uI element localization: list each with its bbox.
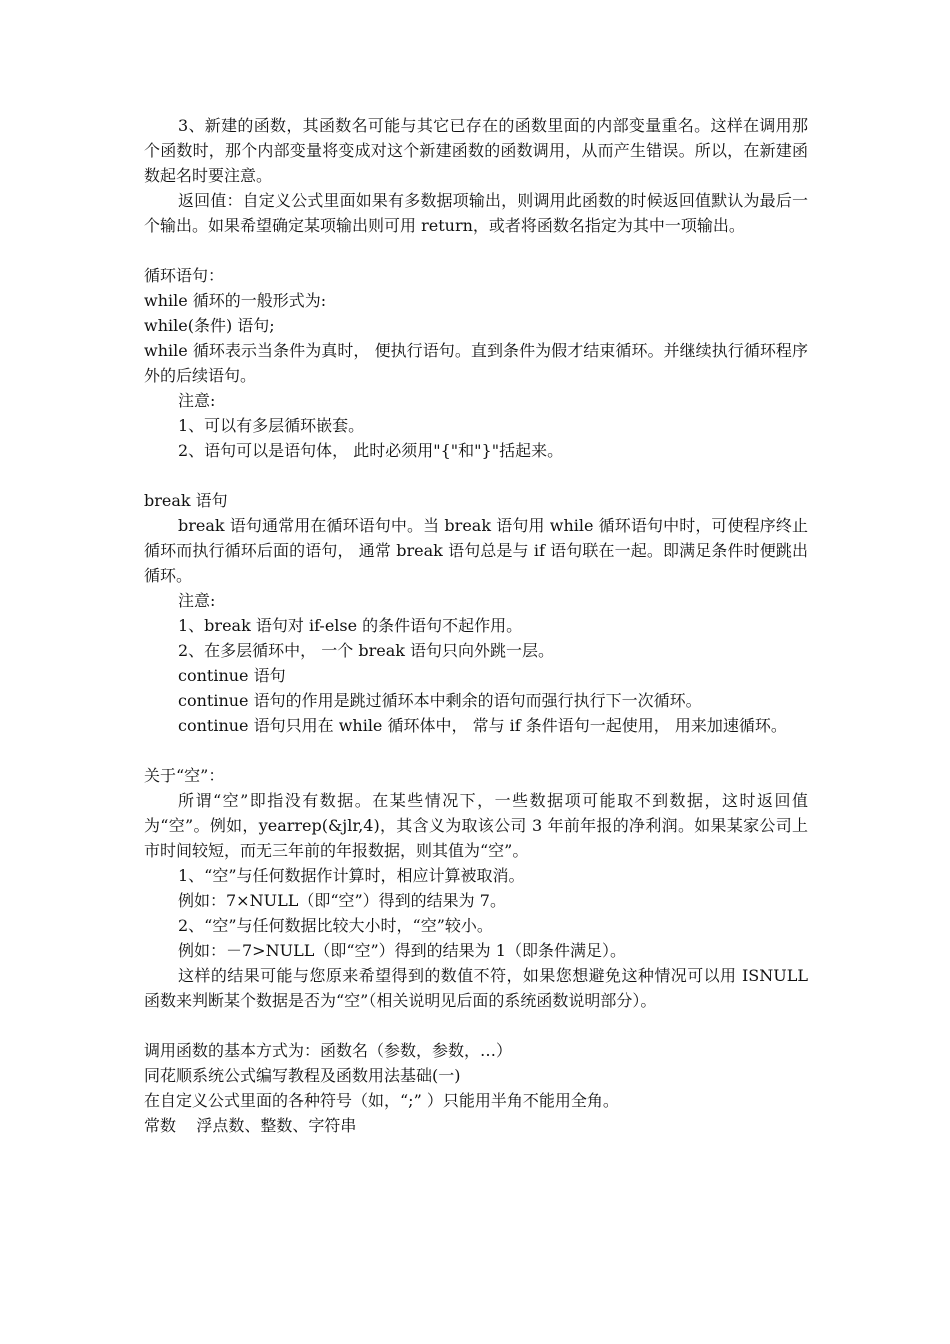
- heading-continue-statement: continue 语句: [178, 666, 286, 685]
- paragraph-note-nesting: 1、可以有多层循环嵌套。: [178, 416, 365, 435]
- blank-line: [144, 1013, 808, 1038]
- paragraph-while-description: while 循环表示当条件为真时， 便执行语句。直到条件为假才结束循环。并继续执行循环程序外的后续语句。: [144, 341, 808, 385]
- paragraph-null-calc: 1、“空”与任何数据作计算时，相应计算被取消。: [178, 866, 525, 885]
- document-body: [144, 113, 808, 1138]
- paragraph-note-label: 注意:: [178, 391, 216, 410]
- paragraph-continue-usage: continue 语句只用在 while 循环体中， 常与 if 条件语句一起使用， 用来加速循环。: [178, 716, 787, 735]
- paragraph-null-compare-example: 例如：－7>NULL（即“空”）得到的结果为 1（即条件满足）。: [178, 941, 626, 960]
- paragraph-while-syntax: while(条件) 语句;: [144, 316, 275, 335]
- paragraph-null-calc-example: 例如：7×NULL（即“空”）得到的结果为 7。: [178, 891, 506, 910]
- paragraph-break-description: break 语句通常用在循环语句中。当 break 语句用 while 循环语句中时，可使程序终止循环而执行循环后面的语句， 通常 break 语句总是与 if 语句联在一起。即满足条件时便跳出循环。: [144, 516, 808, 585]
- blank-line: [144, 463, 808, 488]
- paragraph-null-definition: 所谓“空”即指没有数据。在某些情况下，一些数据项可能取不到数据，这时返回值为“空”。例如，yearrep(&jlr,4)，其含义为取该公司 3 年前年报的净利润。如果某家公司上市时间较短，而无三年前的年报数据，则其值为“空”。: [144, 791, 808, 860]
- heading-loop-statement: 循环语句：: [144, 266, 225, 285]
- blank-line: [144, 738, 808, 763]
- blank-line: [144, 238, 808, 263]
- paragraph-break-ifelse: 1、break 语句对 if-else 的条件语句不起作用。: [178, 616, 523, 635]
- paragraph-note-label: 注意:: [178, 591, 216, 610]
- paragraph-null-compare: 2、“空”与任何数据比较大小时，“空”较小。: [178, 916, 493, 935]
- paragraph-continue-description: continue 语句的作用是跳过循环本中剩余的语句而强行执行下一次循环。: [178, 691, 702, 710]
- paragraph-constants: 常数 浮点数、整数、字符串: [144, 1116, 357, 1135]
- paragraph-half-width-symbols: 在自定义公式里面的各种符号（如，“;” ）只能用半角不能用全角。: [144, 1091, 619, 1110]
- paragraph-tutorial-title: 同花顺系统公式编写教程及函数用法基础(一): [144, 1066, 461, 1085]
- paragraph-function-call-form: 调用函数的基本方式为：函数名（参数，参数，…）: [144, 1041, 513, 1060]
- heading-break-statement: break 语句: [144, 491, 228, 510]
- paragraph-break-one-level: 2、在多层循环中， 一个 break 语句只向外跳一层。: [178, 641, 555, 660]
- heading-about-null: 关于“空”：: [144, 766, 225, 785]
- paragraph-while-form-intro: while 循环的一般形式为:: [144, 291, 327, 310]
- paragraph-return-value: 返回值：自定义公式里面如果有多数据项输出，则调用此函数的时候返回值默认为最后一个输出。如果希望确定某项输出则可用 return，或者将函数名指定为其中一项输出。: [144, 191, 808, 235]
- paragraph-isnull-advice: 这样的结果可能与您原来希望得到的数值不符，如果您想避免这种情况可以用 ISNULL 函数来判断某个数据是否为“空”（相关说明见后面的系统函数说明部分）。: [144, 966, 808, 1010]
- paragraph-note-braces: 2、语句可以是语句体， 此时必须用"{"和"}"括起来。: [178, 441, 564, 460]
- paragraph-function-naming: 3、新建的函数，其函数名可能与其它已存在的函数里面的内部变量重名。这样在调用那个函数时，那个内部变量将变成对这个新建函数的函数调用，从而产生错误。所以，在新建函数起名时要注意。: [144, 116, 808, 185]
